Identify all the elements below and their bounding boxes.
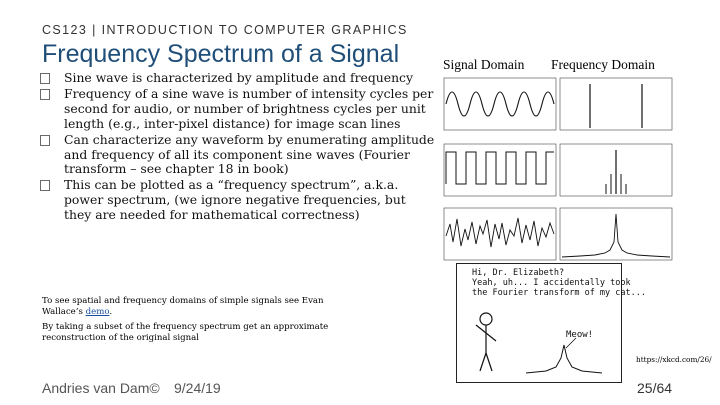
subset-note: By taking a subset of the frequency spectrum get an approximate reconstruction of the original signal xyxy=(42,322,329,343)
checkbox-bullet-icon xyxy=(40,73,50,84)
signal-domain-header: Signal Domain xyxy=(443,57,525,72)
sine-spectrum-plot xyxy=(560,78,672,130)
slide-title: Frequency Spectrum of a Signal xyxy=(42,40,400,68)
bullet-list xyxy=(40,71,435,224)
sine-signal-plot xyxy=(444,78,556,130)
comic-caption: Hi, Dr. Elizabeth? Yeah, uh... I accidentally took the Fourier transform of my cat... xyxy=(472,268,646,298)
checkbox-bullet-icon xyxy=(40,135,50,146)
page-number: 25/64 xyxy=(637,380,673,396)
footer-author: Andries van Dam© xyxy=(42,380,160,396)
demo-note: To see spatial and frequency domains of simple signals see Evan Wallace’s demo. xyxy=(42,296,324,317)
checkbox-bullet-icon xyxy=(40,89,50,100)
bullet-item: This can be plotted as a “frequency spectrum”, a.k.a. power spectrum, (we ignore negative frequencies, but they are needed for mathematical correctness) xyxy=(40,178,435,223)
comic-meow: Meow! xyxy=(566,330,594,340)
xkcd-credit-link[interactable]: https://xkcd.com/26/ xyxy=(636,355,712,364)
frequency-domain-header: Frequency Domain xyxy=(551,57,655,72)
noise-spectrum-plot xyxy=(560,208,672,260)
footer-date: 9/24/19 xyxy=(174,380,221,396)
noise-signal-plot xyxy=(444,208,556,260)
square-signal-plot xyxy=(444,144,556,196)
bullet-item: Sine wave is characterized by amplitude and frequency xyxy=(40,71,435,86)
checkbox-bullet-icon xyxy=(40,180,50,191)
demo-link[interactable]: demo xyxy=(85,306,110,317)
bullet-item: Frequency of a sine wave is number of intensity cycles per second for audio, or number of brightness cycles per unit length (e.g., inter-pixel distance) for image scan lines xyxy=(40,87,435,132)
square-spectrum-plot xyxy=(560,144,672,196)
bullet-item: Can characterize any waveform by enumerating amplitude and frequency of all its component sine waves (Fourier transform – see chapter 18 in book) xyxy=(40,133,435,178)
course-header: CS123 | INTRODUCTION TO COMPUTER GRAPHICS xyxy=(42,23,408,37)
domain-plots xyxy=(430,74,690,264)
